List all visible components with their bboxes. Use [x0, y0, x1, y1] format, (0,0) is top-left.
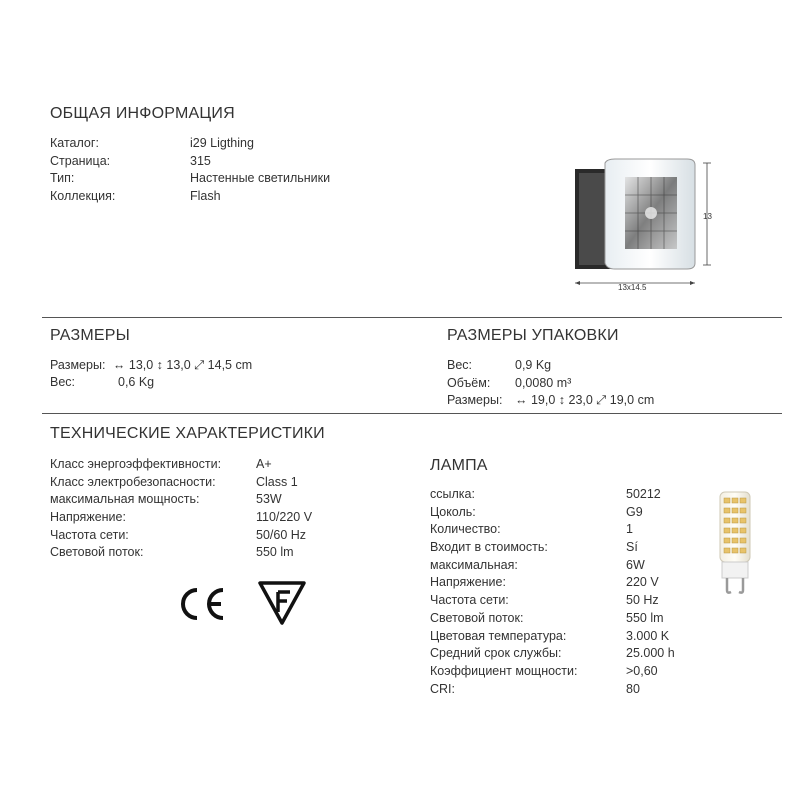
lamp-label: Напряжение:	[430, 575, 506, 590]
lamp-label: Количество:	[430, 522, 501, 537]
tech-value: Class 1	[256, 474, 298, 489]
lamp-value: Sí	[626, 540, 638, 555]
f-mark-icon	[258, 580, 306, 626]
tech-value: 53W	[256, 492, 282, 507]
lamp-label: ссылка:	[430, 487, 475, 501]
tech-label: Напряжение:	[50, 510, 126, 525]
lamp-label: Цветовая температура:	[430, 628, 567, 643]
general-label: Страница:	[50, 153, 111, 168]
lamp-value: 50 Hz	[626, 593, 659, 608]
packaging-label: Размеры:	[447, 393, 503, 408]
ce-mark-icon	[175, 584, 227, 624]
tech-heading: ТЕХНИЧЕСКИЕ ХАРАКТЕРИСТИКИ	[50, 425, 325, 442]
tech-label: Класс электробезопасности:	[50, 474, 216, 489]
sizes-dims-value: ↔ 13,0 ↕ 13,0 ⤢ 14,5 cm	[112, 358, 253, 372]
tech-label: Частота сети:	[50, 527, 129, 542]
packaging-value: 0,9 Kg	[515, 358, 552, 372]
general-heading: ОБЩАЯ ИНФОРМАЦИЯ	[50, 105, 235, 122]
sizes-dims-row	[50, 357, 252, 375]
packaging-value: ↔ 19,0 ↕ 23,0 ⤢ 19,0 cm	[515, 393, 655, 408]
sizes-dims-label: Размеры:	[50, 358, 106, 372]
lamp-value: 550 lm	[626, 610, 664, 625]
sizes-heading: РАЗМЕРЫ	[50, 327, 130, 344]
tech-label: максимальная мощность:	[50, 492, 200, 507]
lamp-heading: ЛАМПА	[430, 457, 488, 474]
lamp-value: 50212	[626, 487, 661, 501]
tech-value: 110/220 V	[256, 510, 313, 525]
lamp-label: Средний срок службы:	[430, 646, 562, 661]
packaging-value: 0,0080 m³	[515, 375, 572, 390]
general-value: Flash	[190, 189, 221, 204]
general-label: Коллекция:	[50, 189, 116, 204]
drawing-height-label: 13	[703, 212, 712, 221]
sizes-weight-label: Вес:	[50, 375, 76, 389]
product-drawing	[565, 155, 715, 295]
general-value: i29 Ligthing	[190, 136, 254, 150]
packaging-heading: РАЗМЕРЫ УПАКОВКИ	[447, 327, 619, 344]
lamp-label: Частота сети:	[430, 593, 509, 608]
lamp-value: 220 V	[626, 575, 659, 590]
lamp-value: G9	[626, 504, 643, 519]
packaging-label: Объём:	[447, 375, 491, 390]
general-value: Настенные светильники	[190, 171, 331, 186]
tech-value: 50/60 Hz	[256, 527, 307, 542]
section-divider	[42, 413, 782, 414]
general-value: 315	[190, 153, 211, 168]
g9-bulb-image	[712, 486, 758, 596]
lamp-label: Коэффициент мощности:	[430, 663, 578, 678]
drawing-width-label: 13x14.5	[618, 283, 647, 292]
tech-label: Световой поток:	[50, 545, 144, 560]
general-label: Каталог:	[50, 136, 99, 150]
packaging-label: Вес:	[447, 358, 473, 372]
lamp-label: Цоколь:	[430, 504, 476, 519]
wall-lamp-image	[565, 155, 715, 295]
lamp-label: Входит в стоимость:	[430, 540, 548, 555]
tech-value: 550 lm	[256, 545, 294, 560]
lamp-label: максимальная:	[430, 557, 518, 572]
section-divider	[42, 317, 782, 318]
lamp-value: 80	[626, 681, 640, 696]
lamp-value: 3.000 K	[626, 628, 670, 643]
tech-label: Класс энергоэффективности:	[50, 457, 222, 471]
sizes-weight-value: 0,6 Kg	[118, 375, 155, 389]
lamp-value: 25.000 h	[626, 646, 675, 661]
lamp-label: CRI:	[430, 681, 455, 696]
lamp-value: >0,60	[626, 663, 658, 678]
general-label: Тип:	[50, 171, 75, 186]
lamp-value: 6W	[626, 557, 645, 572]
tech-value: A+	[256, 457, 272, 471]
lamp-value: 1	[626, 522, 633, 537]
lamp-label: Световой поток:	[430, 610, 524, 625]
